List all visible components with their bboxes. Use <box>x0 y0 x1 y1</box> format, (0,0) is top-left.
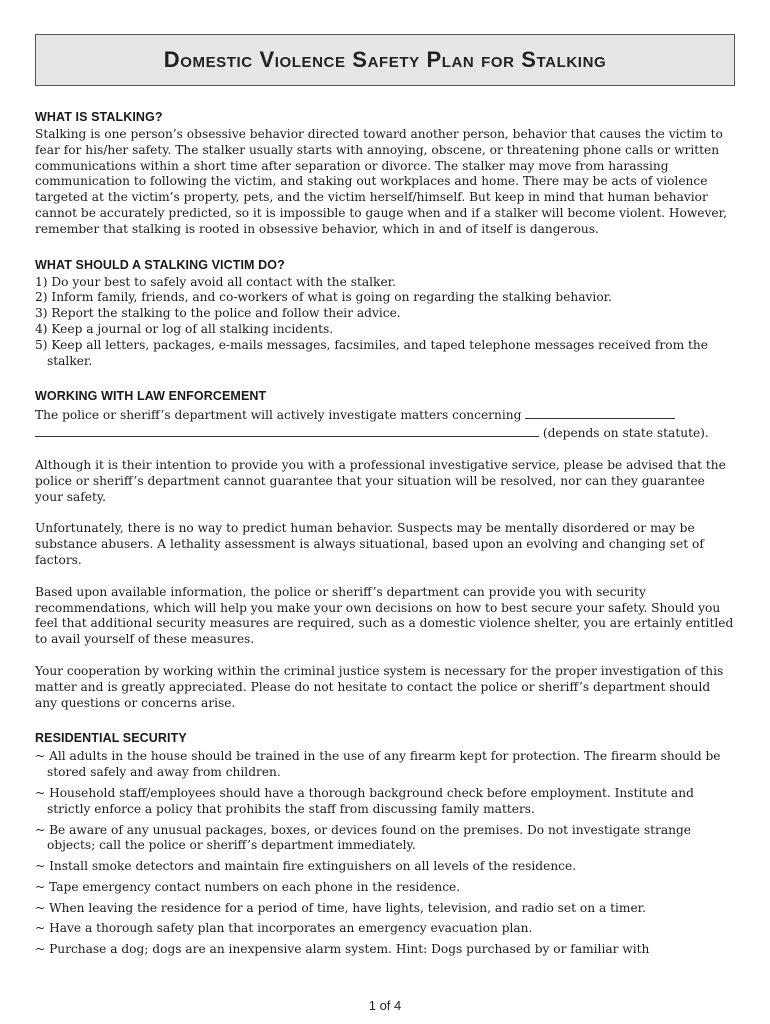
statute-paragraph <box>35 406 735 442</box>
title-banner <box>35 34 735 86</box>
law-paragraph: Although it is their intention to provide you with a professional investigative service, please be advised that the police or sheriff’s department cannot guarantee that your situation will be resolved, nor can they guarantee your safety. <box>35 457 726 504</box>
law-paragraph: Unfortunately, there is no way to predict human behavior. Suspects may be mentally disordered or may be substance abusers. A lethality assessment is always situational, based upon an evolving and changing set of factors. <box>35 521 704 567</box>
page-title: Domestic Violence Safety Plan for Stalking <box>163 47 607 72</box>
section-heading: WHAT IS STALKING? <box>35 110 163 124</box>
section-heading: WHAT SHOULD A STALKING VICTIM DO? <box>35 257 285 272</box>
fill-in-blank[interactable] <box>35 424 539 437</box>
statute-suffix: (depends on state statute). <box>542 426 709 441</box>
list-item: 3) Report the stalking to the police and follow their advice. <box>35 306 401 321</box>
section-residential-security <box>35 731 735 958</box>
page-number: 1 of 4 <box>368 998 402 1013</box>
security-tips-list <box>35 749 735 958</box>
list-item: ~ All adults in the house should be trained in the use of any firearm kept for protection. The firearm should be stored safely and away from children. <box>35 749 721 780</box>
list-item: 2) Inform family, friends, and co-workers of what is going on regarding the stalking behavior. <box>35 290 613 305</box>
list-item: 1) Do your best to safely avoid all contact with the stalker. <box>35 274 397 289</box>
list-item: ~ Tape emergency contact numbers on each phone in the residence. <box>35 879 461 894</box>
list-item: ~ When leaving the residence for a period of time, have lights, television, and radio set on a timer. <box>35 900 647 915</box>
numbered-list <box>35 275 735 370</box>
list-item: ~ Have a thorough safety plan that incorporates an emergency evacuation plan. <box>35 921 533 936</box>
section-what-is-stalking <box>35 110 735 238</box>
section-heading: WORKING WITH LAW ENFORCEMENT <box>35 389 267 404</box>
section-law-enforcement <box>35 389 735 711</box>
list-item: ~ Install smoke detectors and maintain fire extinguishers on all levels of the residence. <box>35 859 577 874</box>
section-heading: RESIDENTIAL SECURITY <box>35 731 187 746</box>
list-item: ~ Household staff/employees should have a thorough background check before employment. Institute and strictly enforce a policy that prohibits the staff from discussing family matters. <box>35 785 694 816</box>
list-item: 5) Keep all letters, packages, e-mails messages, facsimiles, and taped telephone messages received from the stalker. <box>35 337 708 368</box>
list-item: ~ Purchase a dog; dogs are an inexpensive alarm system. Hint: Dogs purchased by or familiar with <box>35 942 650 957</box>
document-page <box>35 34 735 963</box>
law-paragraph: Your cooperation by working within the criminal justice system is necessary for the proper investigation of this matter and is greatly appreciated. Please do not hesitate to contact the police or sheriff’s department should any questions or concerns arise. <box>35 663 724 710</box>
fill-in-blank[interactable] <box>525 406 675 419</box>
list-item: ~ Be aware of any unusual packages, boxes, or devices found on the premises. Do not investigate strange objects; call the police or sheriff’s department immediately. <box>35 822 691 853</box>
section-victim-steps <box>35 258 735 370</box>
statute-text: The police or sheriff’s department will actively investigate matters concerning <box>35 408 522 423</box>
list-item: 4) Keep a journal or log of all stalking incidents. <box>35 321 334 336</box>
law-paragraph: Based upon available information, the police or sheriff’s department can provide you with security recommendations, which will help you make your own decisions on how to best secure your safety. Should you feel that additional security measures are required, such as a domestic violence shelter, you are ertainly entitled to avail yourself of these measures. <box>35 584 734 647</box>
section-body: Stalking is one person’s obsessive behavior directed toward another person, behavior that causes the victim to fear for his/her safety. The stalker usually starts with annoying, obscene, or threatening phone calls or written communications within a short time after separation or divorce. The stalker may move from harassing communication to following the victim, and staking out workplaces and home. There may be acts of violence targeted at the victim’s property, pets, and the victim herself/himself. But keep in mind that human behavior cannot be accurately predicted, so it is impossible to gauge when and if a stalker will become violent. However, remember that stalking is rooted in obsessive behavior, which in and of itself is dangerous. <box>35 127 727 236</box>
